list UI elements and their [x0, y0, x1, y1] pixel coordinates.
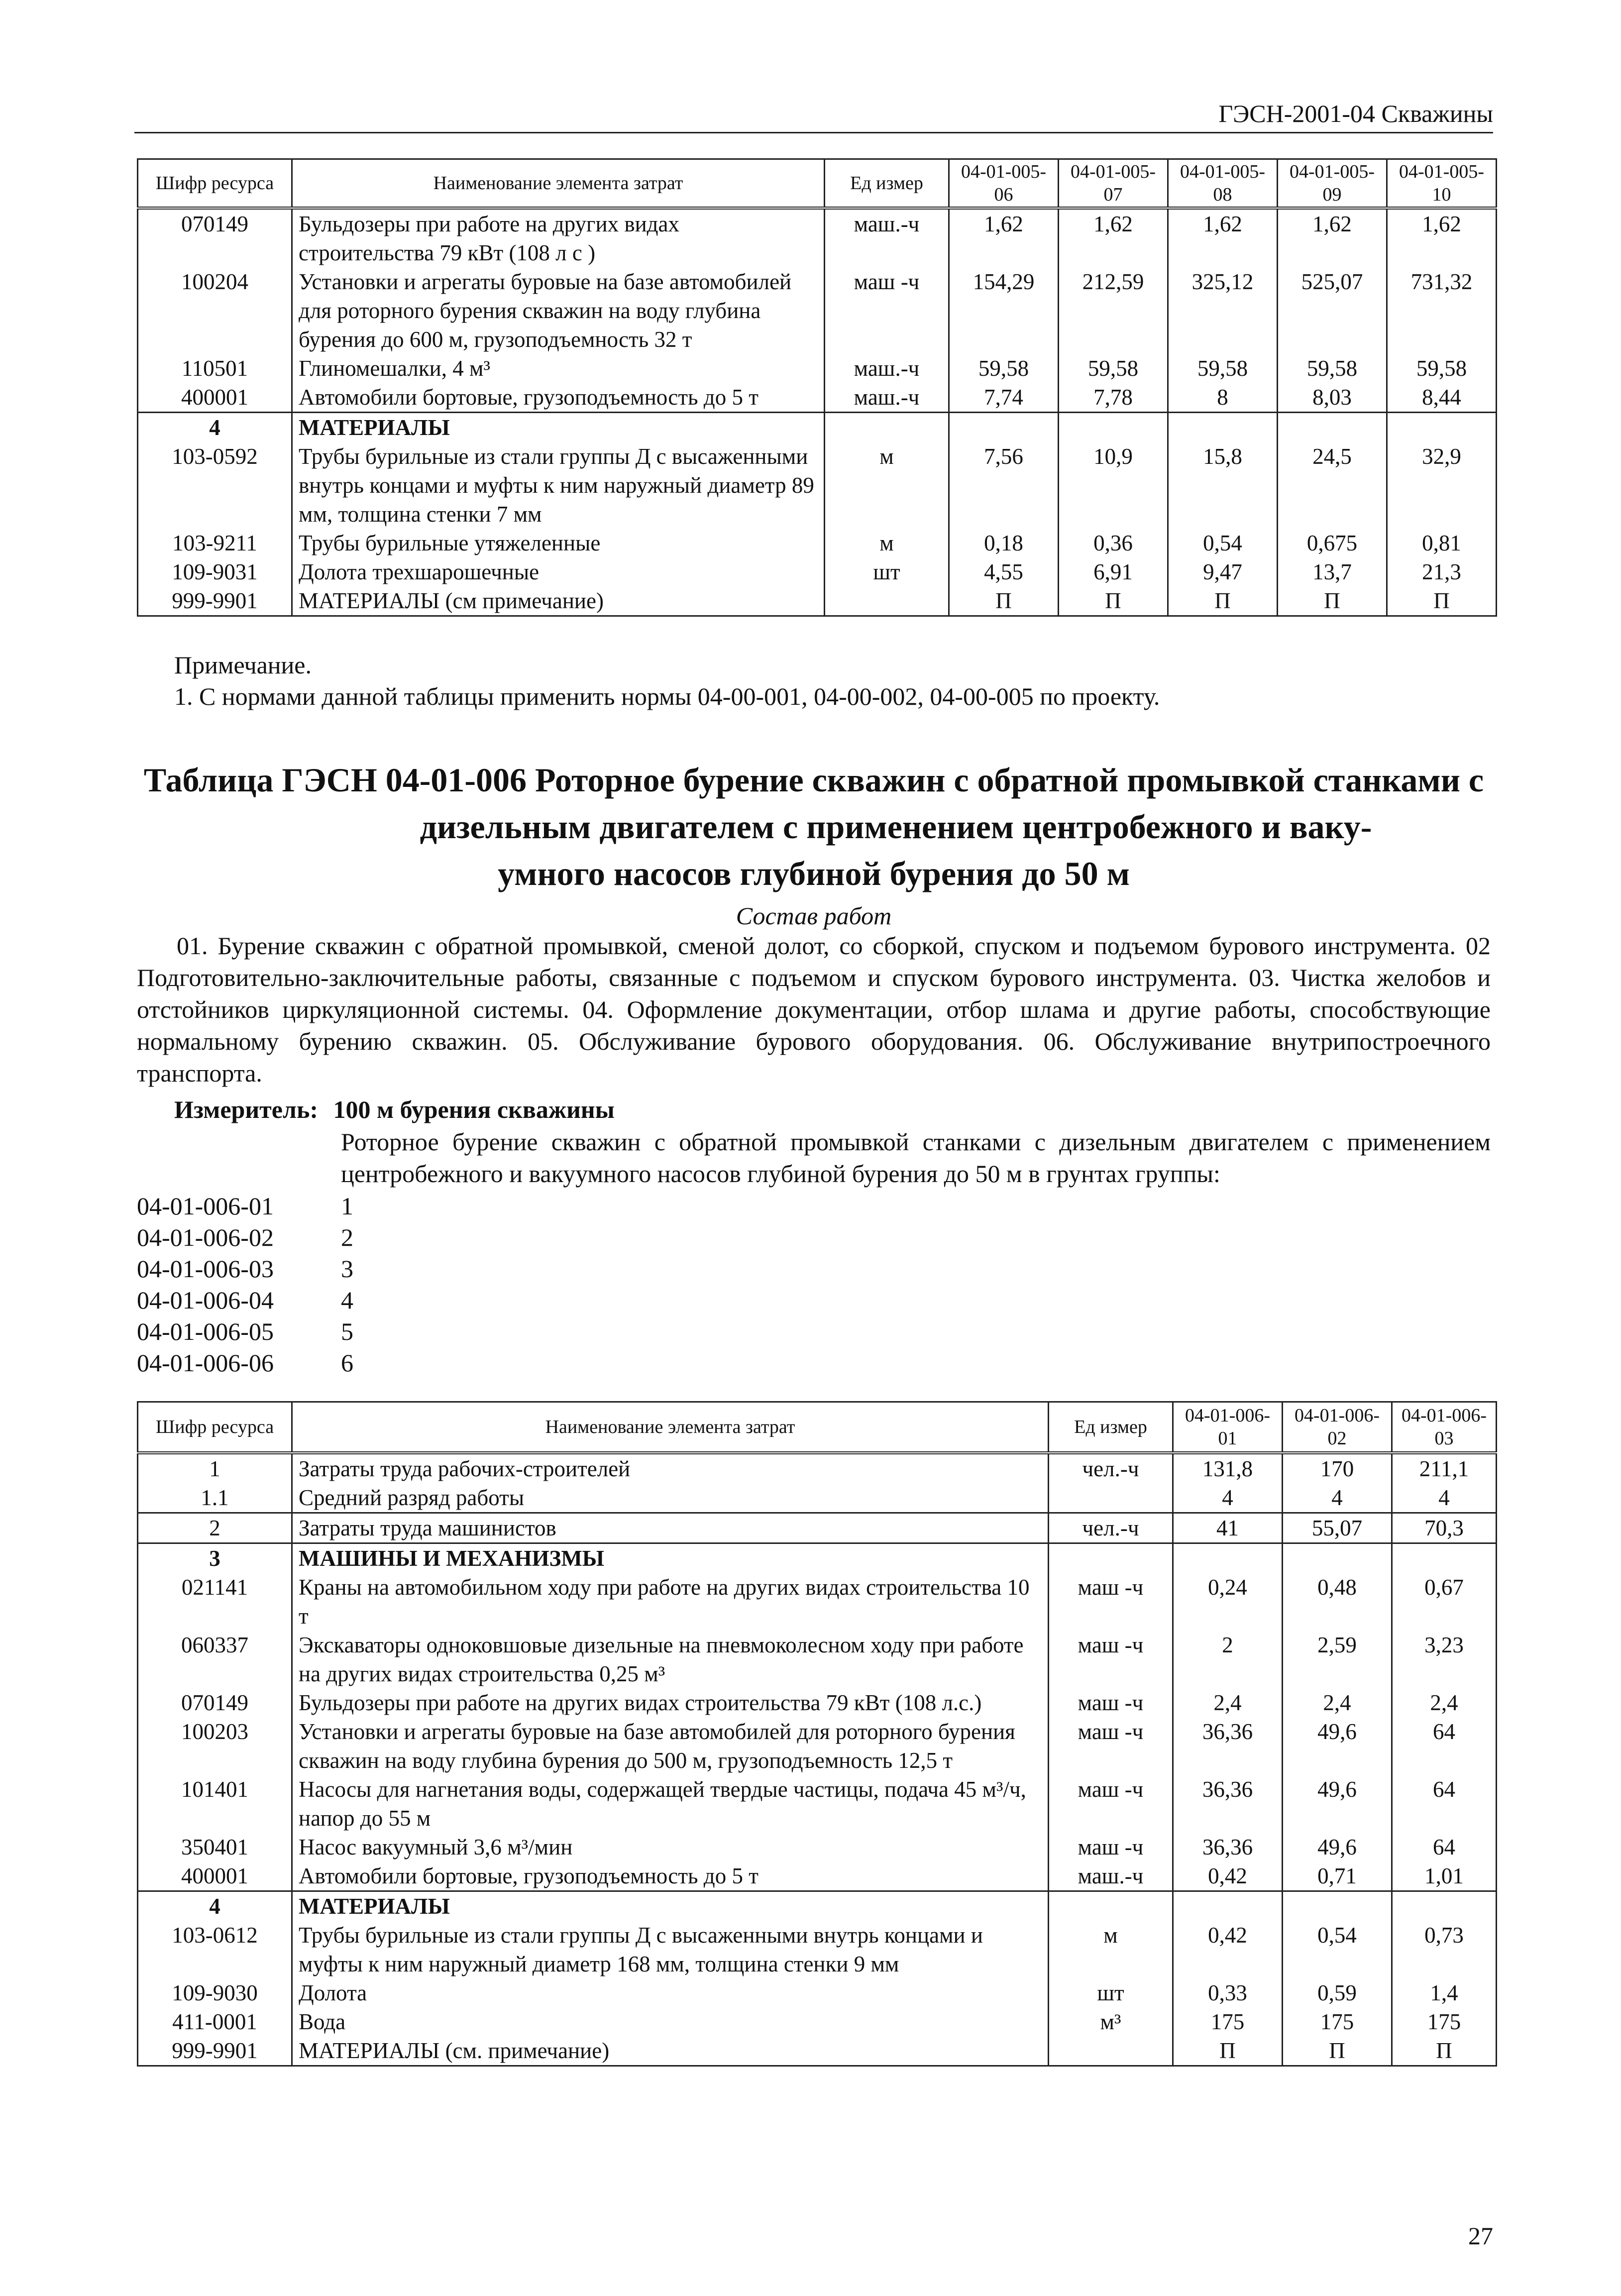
section-title-line: дизельным двигателем с применением центробежного и ваку- [420, 808, 1372, 846]
resource-unit: маш.-ч [825, 354, 949, 383]
soil-group: 1 [341, 1192, 353, 1220]
resource-unit: м [825, 442, 949, 529]
resource-unit: чел.-ч [1049, 1513, 1173, 1543]
section-name: МАТЕРИАЛЫ [292, 412, 825, 442]
norm-value [1392, 1543, 1497, 1573]
resource-unit: шт [1049, 1978, 1173, 2007]
table-row [138, 529, 1497, 557]
composition-text: 01. Бурение скважин с обратной промывкой, сменой долот, со сборкой, спуском и подъемом бурового инструмента. 02 Подготовительно-заключительные работы, связанные с подъемом и спуском бурового инструмента. 03. Чистка желобов и отстойников циркуляционной системы. 04. Оформление документации, отбор шлама и другие работы, способствующие нормальному бурению скважин. 05. Обслуживание бурового оборудования. 06. Обслуживание внутрипостроечного транспорта. [137, 932, 1491, 1087]
norm-value: П [1168, 586, 1278, 616]
resource-code: 999-9901 [138, 2036, 292, 2066]
table-row [138, 586, 1497, 616]
resource-name: Бульдозеры при работе на других видах строительства 79 кВт (108 л.с.) [292, 1688, 1049, 1717]
norm-value: 212,59 [1059, 267, 1168, 354]
list-item [137, 1191, 353, 1222]
norm-value: 24,5 [1278, 442, 1387, 529]
table-row [138, 1483, 1497, 1513]
list-item [137, 1316, 353, 1347]
note-title: Примечание. [174, 651, 312, 679]
resource-code: 100204 [138, 267, 292, 354]
resource-unit: м [825, 529, 949, 557]
table-row [138, 1978, 1497, 2007]
soil-group: 4 [341, 1286, 353, 1314]
table-row [138, 1775, 1497, 1833]
norm-value: 49,6 [1283, 1833, 1392, 1861]
resource-name: Бульдозеры при работе на других видах строительства 79 кВт (108 л с ) [292, 208, 825, 267]
norm-value: 49,6 [1283, 1775, 1392, 1833]
header-unit: Ед измер [825, 159, 949, 208]
table-row [138, 1861, 1497, 1891]
header-norm-col: 04-01-005-10 [1387, 159, 1497, 208]
resource-code: 103-0592 [138, 442, 292, 529]
header-name: Наименование элемента затрат [292, 159, 825, 208]
norm-value: 0,67 [1392, 1573, 1497, 1631]
norm-value [949, 412, 1059, 442]
norm-value: 59,58 [949, 354, 1059, 383]
norm-value: П [1059, 586, 1168, 616]
norm-code: 04-01-006-02 [137, 1223, 274, 1251]
resource-unit: маш -ч [1049, 1775, 1173, 1833]
norm-value: 0,36 [1059, 529, 1168, 557]
resource-name: Установки и агрегаты буровые на базе автомобилей для роторного бурения скважин на воду глубина бурения до 600 м, грузоподъемность 32 т [292, 267, 825, 354]
resource-name: Трубы бурильные из стали группы Д с высаженными внутрь концами и муфты к ним наружный диаметр 168 мм, толщина стенки 9 мм [292, 1921, 1049, 1978]
norm-value: 175 [1283, 2007, 1392, 2036]
resource-unit: маш.-ч [825, 208, 949, 267]
norm-value: 1,62 [1059, 208, 1168, 267]
norm-value: 1,62 [1168, 208, 1278, 267]
norm-value: 211,1 [1392, 1453, 1497, 1483]
resource-table-005 [137, 158, 1497, 617]
norm-code: 04-01-006-01 [137, 1192, 274, 1220]
resource-name: Экскаваторы одноковшовые дизельные на пневмоколесном ходу при работе на других видах строительства 0,25 м³ [292, 1631, 1049, 1688]
norm-value: 55,07 [1283, 1513, 1392, 1543]
norm-value: 1,62 [949, 208, 1059, 267]
norm-value [1283, 1891, 1392, 1921]
norm-value: 731,32 [1387, 267, 1497, 354]
resource-name: Вода [292, 2007, 1049, 2036]
header-norm-col: 04-01-005-09 [1278, 159, 1387, 208]
header-norm-col: 04-01-006-01 [1173, 1402, 1283, 1453]
norm-value: 2,4 [1392, 1688, 1497, 1717]
composition-heading: Состав работ [736, 902, 892, 930]
norm-code: 04-01-006-03 [137, 1255, 274, 1283]
norm-value: 1,01 [1392, 1861, 1497, 1891]
resource-unit: маш -ч [1049, 1688, 1173, 1717]
norm-value: 0,81 [1387, 529, 1497, 557]
resource-code: 400001 [138, 1861, 292, 1891]
resource-unit [1049, 1891, 1173, 1921]
norm-value: 13,7 [1278, 557, 1387, 586]
norm-value: 0,71 [1283, 1861, 1392, 1891]
resource-unit: м³ [1049, 2007, 1173, 2036]
norm-value: П [1283, 2036, 1392, 2066]
header-norm-col: 04-01-006-03 [1392, 1402, 1497, 1453]
resource-unit: м [1049, 1921, 1173, 1978]
norm-value: 170 [1283, 1453, 1392, 1483]
norm-value: 4 [1173, 1483, 1283, 1513]
table-row [138, 1573, 1497, 1631]
resource-name: Трубы бурильные утяжеленные [292, 529, 825, 557]
table-row [138, 1688, 1497, 1717]
soil-group: 5 [341, 1317, 353, 1345]
norm-value: 9,47 [1168, 557, 1278, 586]
resource-name: Затраты труда рабочих-строителей [292, 1453, 1049, 1483]
norm-value: 1,4 [1392, 1978, 1497, 2007]
norm-value: 59,58 [1168, 354, 1278, 383]
table-section-row [138, 1543, 1497, 1573]
norm-value: 59,58 [1278, 354, 1387, 383]
norm-value: 64 [1392, 1775, 1497, 1833]
norm-value: 4,55 [949, 557, 1059, 586]
resource-code: 103-0612 [138, 1921, 292, 1978]
norm-value: 0,18 [949, 529, 1059, 557]
norm-value: 8 [1168, 383, 1278, 413]
measure-label: Измеритель: [174, 1095, 319, 1123]
resource-code: 2 [138, 1513, 292, 1543]
norm-value [1387, 412, 1497, 442]
resource-code: 103-9211 [138, 529, 292, 557]
table-row [138, 208, 1497, 267]
resource-code: 021141 [138, 1573, 292, 1631]
table-row [138, 1631, 1497, 1688]
norm-value [1173, 1891, 1283, 1921]
section-code: 3 [138, 1543, 292, 1573]
norm-description: Роторное бурение скважин с обратной промывкой станками с дизельным двигателем с применением центробежного и вакуумного насосов глубиной бурения до 50 м в грунтах группы: [341, 1128, 1491, 1188]
table-section-row [138, 1891, 1497, 1921]
measure [174, 1094, 615, 1125]
norm-value [1283, 1543, 1392, 1573]
resource-name: Насосы для нагнетания воды, содержащей твердые частицы, подача 45 м³/ч, напор до 55 м [292, 1775, 1049, 1833]
resource-code: 350401 [138, 1833, 292, 1861]
resource-unit [1049, 2036, 1173, 2066]
note-text: 1. С нормами данной таблицы применить нормы 04-00-001, 04-00-002, 04-00-005 по проекту. [174, 682, 1160, 710]
norm-value: 0,33 [1173, 1978, 1283, 2007]
norm-value: 0,42 [1173, 1861, 1283, 1891]
header-norm-col: 04-01-005-06 [949, 159, 1059, 208]
resource-name: МАТЕРИАЛЫ (см. примечание) [292, 2036, 1049, 2066]
resource-name: Насос вакуумный 3,6 м³/мин [292, 1833, 1049, 1861]
resource-name: Глиномешалки, 4 м³ [292, 354, 825, 383]
table-row [138, 2007, 1497, 2036]
table-row [138, 557, 1497, 586]
resource-unit: маш.-ч [1049, 1861, 1173, 1891]
norm-value: 15,8 [1168, 442, 1278, 529]
header-code: Шифр ресурса [138, 159, 292, 208]
norm-value: 4 [1283, 1483, 1392, 1513]
norm-value: 8,44 [1387, 383, 1497, 413]
resource-name: Автомобили бортовые, грузоподъемность до 5 т [292, 1861, 1049, 1891]
resource-code: 400001 [138, 383, 292, 413]
resource-unit: маш -ч [1049, 1631, 1173, 1688]
resource-unit [825, 586, 949, 616]
resource-name: Автомобили бортовые, грузоподъемность до 5 т [292, 383, 825, 413]
table-section-row [138, 412, 1497, 442]
page-number: 27 [1468, 2222, 1493, 2250]
resource-unit: маш -ч [1049, 1717, 1173, 1775]
norm-code: 04-01-006-06 [137, 1349, 274, 1377]
norm-value: 36,36 [1173, 1717, 1283, 1775]
resource-code: 100203 [138, 1717, 292, 1775]
norm-value: 2,4 [1283, 1688, 1392, 1717]
resource-code: 070149 [138, 208, 292, 267]
resource-unit [1049, 1483, 1173, 1513]
norm-value: 41 [1173, 1513, 1283, 1543]
norm-value: 2,4 [1173, 1688, 1283, 1717]
norm-code: 04-01-006-04 [137, 1286, 274, 1314]
header-norm-col: 04-01-006-02 [1283, 1402, 1392, 1453]
resource-unit: маш -ч [825, 267, 949, 354]
norm-value: 0,73 [1392, 1921, 1497, 1978]
section-code: 4 [138, 1891, 292, 1921]
resource-name: Долота [292, 1978, 1049, 2007]
norm-value: 2 [1173, 1631, 1283, 1688]
soil-group: 3 [341, 1255, 353, 1283]
resource-table-006 [137, 1401, 1497, 2067]
resource-name: Краны на автомобильном ходу при работе на других видах строительства 10 т [292, 1573, 1049, 1631]
norm-code: 04-01-006-05 [137, 1317, 274, 1345]
resource-code: 070149 [138, 1688, 292, 1717]
norm-value: 21,3 [1387, 557, 1497, 586]
norm-value [1278, 412, 1387, 442]
norm-value [1173, 1543, 1283, 1573]
norm-value: 3,23 [1392, 1631, 1497, 1688]
resource-name: Затраты труда машинистов [292, 1513, 1049, 1543]
norm-value: 0,48 [1283, 1573, 1392, 1631]
norm-value: 175 [1392, 2007, 1497, 2036]
norm-value: 6,91 [1059, 557, 1168, 586]
resource-unit [1049, 1543, 1173, 1573]
header-rule [134, 132, 1493, 133]
table-row [138, 267, 1497, 354]
resource-code: 109-9030 [138, 1978, 292, 2007]
norm-value: 175 [1173, 2007, 1283, 2036]
resource-name: Трубы бурильные из стали группы Д с высаженными внутрь концами и муфты к ним наружный диаметр 89 мм, толщина стенки 7 мм [292, 442, 825, 529]
norm-value: 32,9 [1387, 442, 1497, 529]
resource-code: 1.1 [138, 1483, 292, 1513]
table-row [138, 383, 1497, 413]
resource-unit: маш -ч [1049, 1833, 1173, 1861]
resource-code: 999-9901 [138, 586, 292, 616]
norm-value: 59,58 [1387, 354, 1497, 383]
section-title-line: умного насосов глубиной бурения до 50 м [498, 855, 1130, 892]
resource-name: Установки и агрегаты буровые на базе автомобилей для роторного бурения скважин на воду глубина бурения до 500 м, грузоподъемность 12,5 т [292, 1717, 1049, 1775]
list-item [137, 1347, 353, 1379]
norm-value: 2,59 [1283, 1631, 1392, 1688]
list-item [137, 1253, 353, 1285]
norm-value: 0,54 [1283, 1921, 1392, 1978]
resource-code: 060337 [138, 1631, 292, 1688]
resource-code: 110501 [138, 354, 292, 383]
norm-value: 0,675 [1278, 529, 1387, 557]
norm-value: П [949, 586, 1059, 616]
resource-name: Долота трехшарошечные [292, 557, 825, 586]
measure-value: 100 м бурения скважины [333, 1095, 615, 1123]
header-code: Шифр ресурса [138, 1402, 292, 1453]
norm-value: 7,78 [1059, 383, 1168, 413]
norm-value: 525,07 [1278, 267, 1387, 354]
section-name: МАШИНЫ И МЕХАНИЗМЫ [292, 1543, 1049, 1573]
list-item [137, 1222, 353, 1253]
norm-value: 0,24 [1173, 1573, 1283, 1631]
norm-code-list [137, 1191, 353, 1379]
norm-value: 8,03 [1278, 383, 1387, 413]
soil-group: 2 [341, 1223, 353, 1251]
resource-unit: маш -ч [1049, 1573, 1173, 1631]
list-item [137, 1285, 353, 1316]
norm-value: 7,56 [949, 442, 1059, 529]
soil-group: 6 [341, 1349, 353, 1377]
norm-value: 10,9 [1059, 442, 1168, 529]
norm-value: 154,29 [949, 267, 1059, 354]
table-row [138, 442, 1497, 529]
section-name: МАТЕРИАЛЫ [292, 1891, 1049, 1921]
table-row [138, 1717, 1497, 1775]
norm-value: 1,62 [1387, 208, 1497, 267]
header-name: Наименование элемента затрат [292, 1402, 1049, 1453]
resource-unit: чел.-ч [1049, 1453, 1173, 1483]
norm-value: 131,8 [1173, 1453, 1283, 1483]
table-row [138, 2036, 1497, 2066]
resource-unit: маш.-ч [825, 383, 949, 413]
norm-value: 64 [1392, 1833, 1497, 1861]
resource-unit: шт [825, 557, 949, 586]
norm-value: 64 [1392, 1717, 1497, 1775]
document-header: ГЭСН-2001-04 Скважины [1218, 100, 1493, 127]
norm-value: 0,59 [1283, 1978, 1392, 2007]
resource-code: 411-0001 [138, 2007, 292, 2036]
resource-unit [825, 412, 949, 442]
norm-value [1168, 412, 1278, 442]
norm-value: 0,42 [1173, 1921, 1283, 1978]
resource-code: 1 [138, 1453, 292, 1483]
section-title-line: Таблица ГЭСН 04-01-006 Роторное бурение скважин с обратной промывкой станками с [143, 761, 1484, 799]
norm-value: 1,62 [1278, 208, 1387, 267]
norm-value: П [1278, 586, 1387, 616]
norm-value: 4 [1392, 1483, 1497, 1513]
table-row [138, 354, 1497, 383]
norm-value: П [1387, 586, 1497, 616]
norm-value: 7,74 [949, 383, 1059, 413]
norm-value: 325,12 [1168, 267, 1278, 354]
table-row [138, 1833, 1497, 1861]
norm-value [1392, 1891, 1497, 1921]
header-norm-col: 04-01-005-07 [1059, 159, 1168, 208]
header-unit: Ед измер [1049, 1402, 1173, 1453]
resource-code: 109-9031 [138, 557, 292, 586]
header-norm-col: 04-01-005-08 [1168, 159, 1278, 208]
resource-name: Средний разряд работы [292, 1483, 1049, 1513]
section-title [137, 757, 1491, 897]
table-row [138, 1453, 1497, 1483]
norm-value [1059, 412, 1168, 442]
resource-name: МАТЕРИАЛЫ (см примечание) [292, 586, 825, 616]
norm-value: 36,36 [1173, 1775, 1283, 1833]
norm-value: 70,3 [1392, 1513, 1497, 1543]
section-code: 4 [138, 412, 292, 442]
table-row [138, 1513, 1497, 1543]
norm-value: 59,58 [1059, 354, 1168, 383]
table-row [138, 1921, 1497, 1978]
norm-value: 49,6 [1283, 1717, 1392, 1775]
norm-value: 36,36 [1173, 1833, 1283, 1861]
norm-value: П [1173, 2036, 1283, 2066]
resource-code: 101401 [138, 1775, 292, 1833]
norm-value: П [1392, 2036, 1497, 2066]
norm-value: 0,54 [1168, 529, 1278, 557]
